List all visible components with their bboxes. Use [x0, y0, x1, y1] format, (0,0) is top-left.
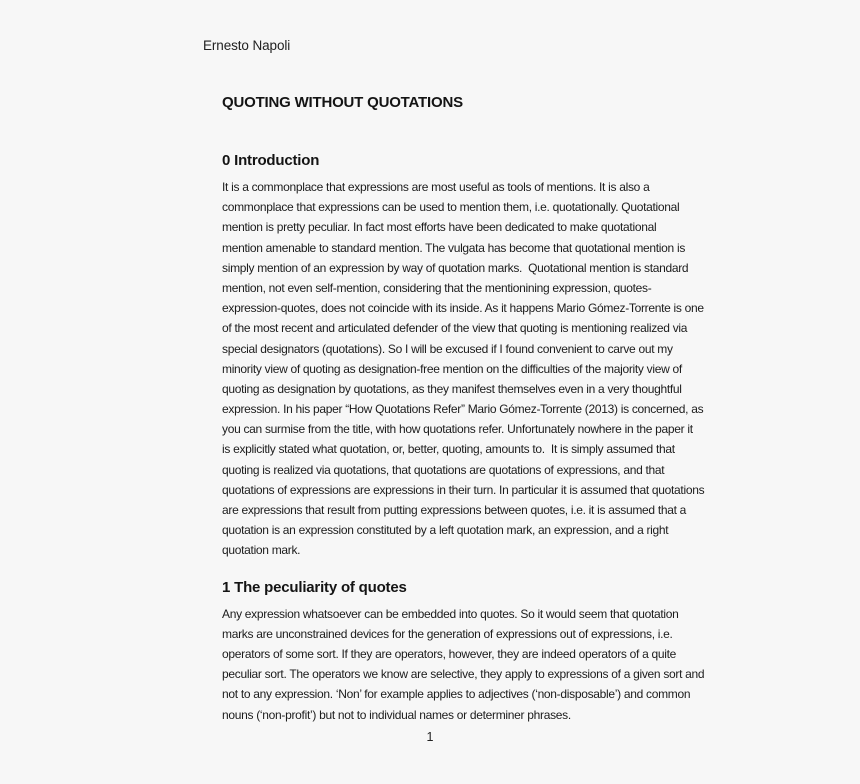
text-line: expression. In his paper “How Quotations Refer” Mario Gómez-Torrente (2013) is concerned, as: [222, 402, 704, 417]
text-line: commonplace that expressions can be used to mention them, i.e. quotationally. Quotational: [222, 200, 680, 215]
text-line: mention, not even self-mention, considering that the mentionining expression, quotes-: [222, 280, 652, 295]
document-section: [222, 578, 822, 725]
section-heading: 1 The peculiarity of quotes: [222, 578, 407, 596]
document-title: QUOTING WITHOUT QUOTATIONS: [222, 94, 463, 111]
text-line: nouns (‘non-profit’) but not to individual names or determiner phrases.: [222, 707, 571, 722]
text-line: you can surmise from the title, with how quotations refer. Unfortunately nowhere in the paper it: [222, 422, 693, 437]
text-line: of the most recent and articulated defender of the view that quoting is mentioning realized via: [222, 321, 688, 336]
document-section: [222, 151, 822, 561]
text-line: quoting as designation by quotations, as they manifest themselves even in a very thoughtful: [222, 381, 682, 396]
text-line: simply mention of an expression by way of quotation marks. Quotational mention is standard: [222, 260, 689, 275]
page-number: 1: [426, 730, 434, 744]
text-line: Any expression whatsoever can be embedded into quotes. So it would seem that quotation: [222, 606, 679, 621]
text-line: operators of some sort. If they are operators, however, they are indeed operators of a quite: [222, 646, 677, 661]
text-line: quotation mark.: [222, 543, 301, 558]
section-paragraph: [222, 177, 822, 561]
text-line: is explicitly stated what quotation, or, better, quoting, amounts to. It is simply assumed that: [222, 442, 675, 457]
text-line: minority view of quoting as designation-free mention on the difficulties of the majority view of: [222, 361, 682, 376]
text-line: mention amenable to standard mention. The vulgata has become that quotational mention is: [222, 240, 686, 255]
text-line: peculiar sort. The operators we know are selective, they apply to expressions of a given sort and: [222, 667, 705, 682]
text-line: are expressions that result from putting expressions between quotes, i.e. it is assumed that a: [222, 503, 687, 517]
text-line: quotations of expressions are expressions in their turn. In particular it is assumed that quotations: [222, 482, 705, 497]
text-line: quotation is an expression constituted by a left quotation mark, an expression, and a right: [222, 523, 669, 538]
text-line: expression-quotes, does not coincide with its inside. As it happens Mario Gómez-Torrente is one: [222, 301, 704, 316]
author-name: Ernesto Napoli: [203, 38, 291, 53]
text-line: special designators (quotations). So I will be excused if I found convenient to carve out my: [222, 341, 673, 356]
text-line: mention is pretty peculiar. In fact most efforts have been dedicated to make quotational: [222, 220, 657, 235]
text-line: quoting is realized via quotations, that quotations are quotations of expressions, and that: [222, 462, 665, 477]
section-paragraph: [222, 604, 822, 725]
text-line: It is a commonplace that expressions are most useful as tools of mentions. It is also a: [222, 180, 650, 194]
section-heading: 0 Introduction: [222, 152, 320, 169]
text-line: not to any expression. ‘Non’ for example applies to adjectives (‘non-disposable’) and common: [222, 687, 691, 702]
text-line: marks are unconstrained devices for the generation of expressions out of expressions, i.e.: [222, 626, 673, 641]
document-body: [222, 151, 822, 725]
